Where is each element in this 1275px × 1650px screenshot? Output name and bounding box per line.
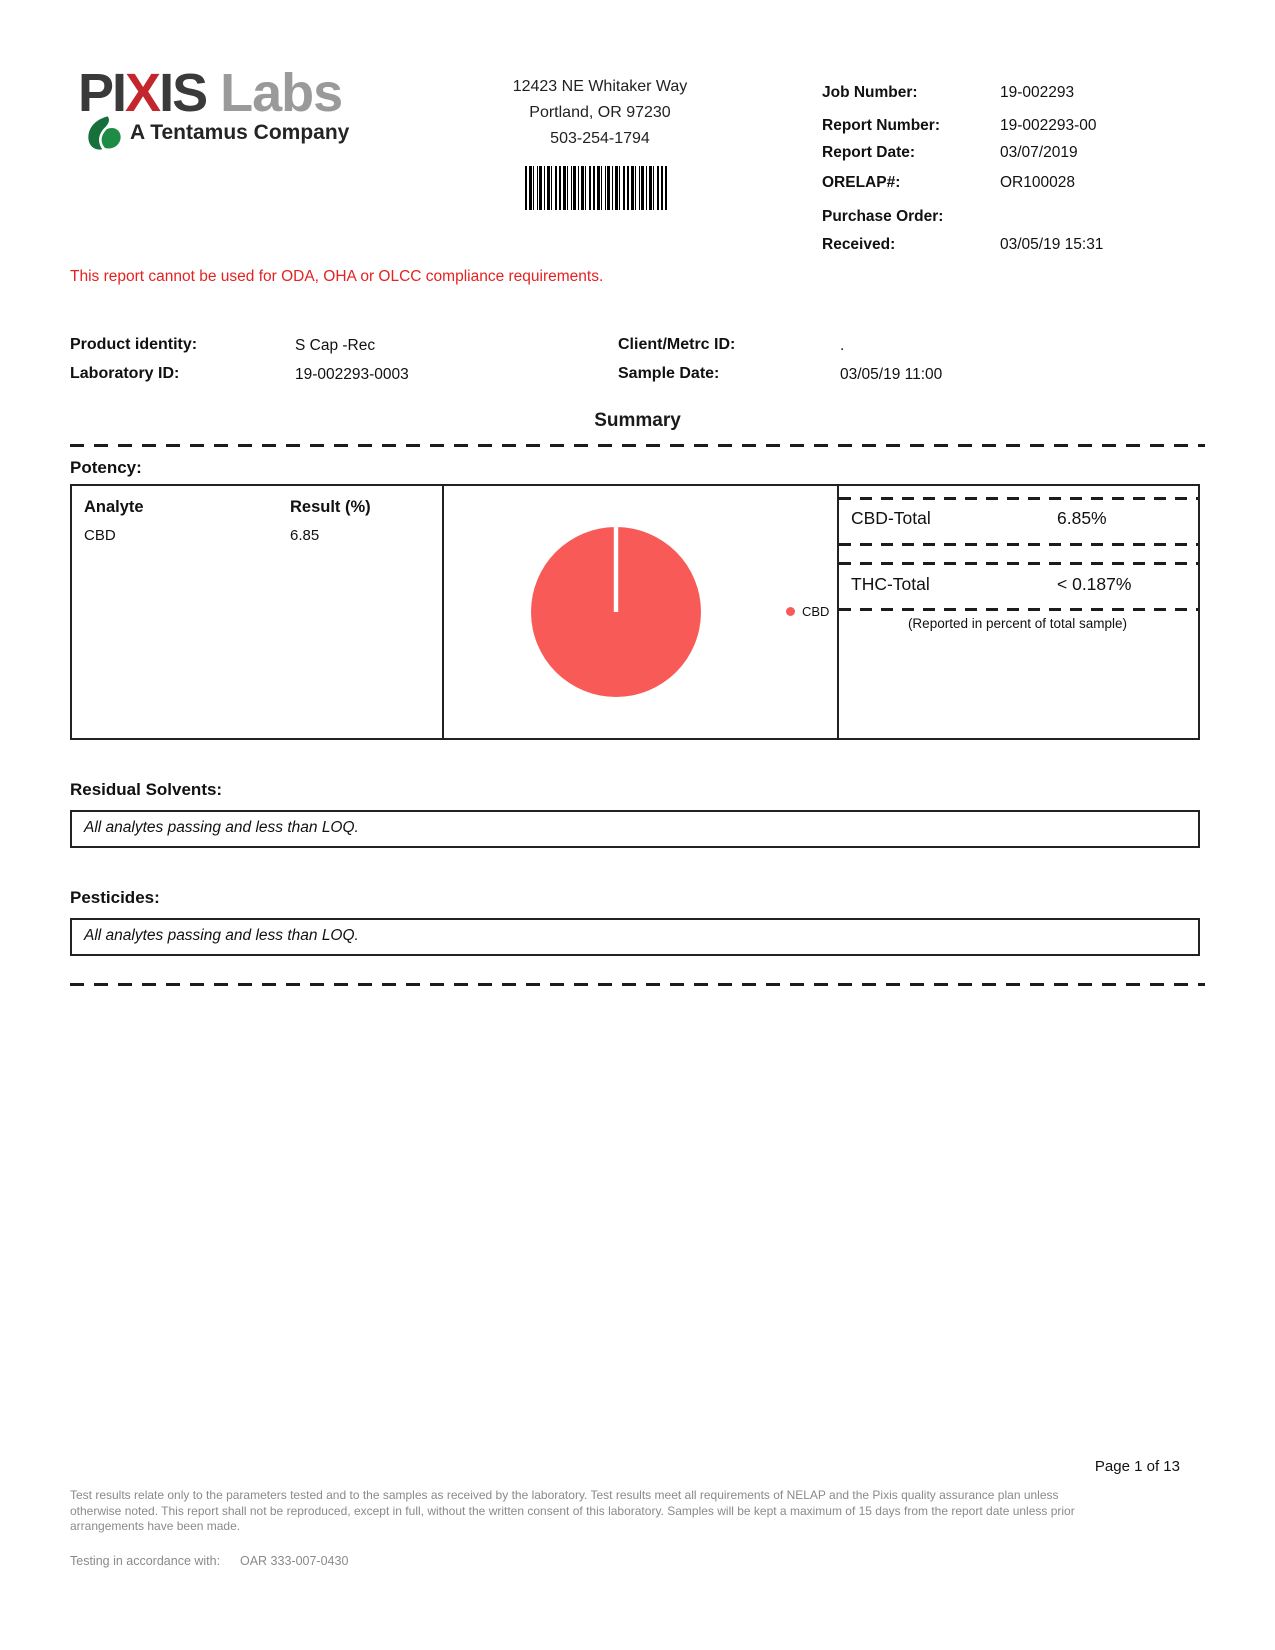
meta-label: Job Number: [822,84,918,101]
result-column-header: Result (%) [290,498,371,516]
totals-dash-2 [839,543,1198,546]
address-phone: 503-254-1794 [550,130,650,147]
sample-date-value: 03/05/19 11:00 [840,366,943,383]
pie-slice-gap [614,527,618,612]
compliance-notice: This report cannot be used for ODA, OHA or OLCC compliance requirements. [70,268,604,285]
meta-label: Received: [822,236,896,253]
meta-row-report-number [822,117,1097,135]
pesticides-result: All analytes passing and less than LOQ. [84,927,359,944]
meta-label: Purchase Order: [822,208,944,225]
brand-name-part1: PI [78,63,126,123]
analyte-column-header: Analyte [84,498,144,516]
summary-title: Summary [594,410,681,431]
product-identity-label: Product identity: [70,336,198,353]
meta-label: ORELAP#: [822,174,901,191]
brand-name-suffix: Labs [206,63,343,123]
product-identity-value: S Cap -Rec [295,337,376,354]
lab-address [440,74,760,152]
legend-marker-cbd [786,607,795,616]
barcode [525,166,667,210]
legend-label-cbd: CBD [802,604,830,619]
residual-solvents-heading: Residual Solvents: [70,780,223,799]
page-indicator: Page 1 of 13 [1094,1458,1180,1475]
residual-solvents-result: All analytes passing and less than LOQ. [84,819,359,836]
meta-value: 03/05/19 15:31 [1000,236,1104,253]
disclaimer-line: arrangements have been made. [70,1519,241,1533]
dashed-divider-bottom [70,983,1205,986]
cbd-total-value: 6.85% [1057,508,1107,528]
meta-row-orelap [822,174,1075,192]
meta-value: 19-002293-00 [1000,117,1097,134]
pesticides-box [70,918,1200,956]
footer-disclaimer [70,1488,1160,1535]
brand-name-part2: IS [159,63,207,123]
brand-name-accent: X [125,63,160,123]
sample-date-label: Sample Date: [618,365,720,382]
result-cell: 6.85 [290,527,320,544]
thc-total-label: THC-Total [851,574,930,594]
disclaimer-line: otherwise noted. This report shall not be reproduced, except in full, without the written consent of this laboratory. Samples will be kept a maximum of 15 days from the report date unless prior [70,1503,1075,1518]
address-line-2: Portland, OR 97230 [529,104,671,121]
leaf-icon [84,114,122,152]
potency-box [70,484,1200,740]
dashed-divider-top [70,444,1205,447]
meta-row-job-number [822,84,1074,102]
pesticides-heading: Pesticides: [70,888,160,907]
meta-label: Report Number: [822,117,940,134]
meta-row-received [822,236,1103,254]
pie-chart [444,486,837,738]
brand-tagline-row [84,114,349,152]
meta-row-report-date [822,144,1078,162]
laboratory-id-label: Laboratory ID: [70,365,180,382]
meta-value: 19-002293 [1000,84,1075,101]
meta-value: OR100028 [1000,174,1075,191]
testing-accordance-label: Testing in accordance with: [70,1554,221,1568]
residual-solvents-box [70,810,1200,848]
disclaimer-line: Test results relate only to the parameters tested and to the samples as received by the laboratory. Test results meet all requirements of NELAP and the Pixis quality assurance plan unless [70,1488,1059,1502]
address-line-1: 12423 NE Whitaker Way [512,78,688,95]
brand-tagline: A Tentamus Company [130,121,350,144]
laboratory-id-value: 19-002293-0003 [295,366,409,383]
potency-divider-right [837,486,839,738]
totals-note: (Reported in percent of total sample) [907,616,1128,631]
client-metrc-label: Client/Metrc ID: [618,336,736,353]
meta-label: Report Date: [822,144,916,161]
totals-dash-3 [839,562,1198,565]
meta-row-purchase-order [822,208,1000,226]
totals-dash-4 [839,608,1198,611]
analyte-cell: CBD [84,527,116,544]
pie-legend [786,604,829,619]
meta-value: 03/07/2019 [1000,144,1078,161]
potency-heading: Potency: [70,458,142,477]
totals-dash-1 [839,497,1198,500]
testing-accordance-value: OAR 333-007-0430 [240,1554,349,1568]
thc-total-value: < 0.187% [1057,574,1132,594]
client-metrc-value: . [840,337,845,354]
cbd-total-label: CBD-Total [851,508,931,528]
